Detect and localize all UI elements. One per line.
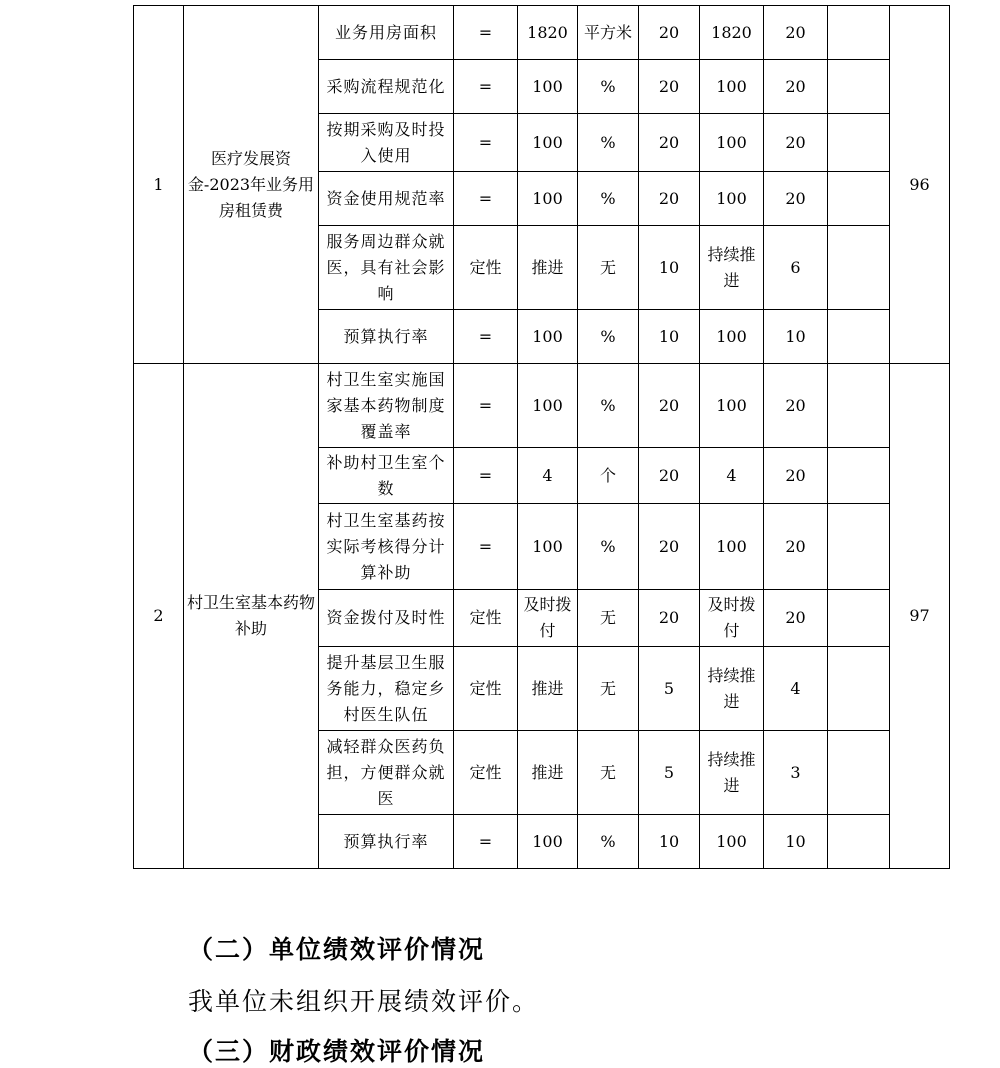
points-cell: 20 bbox=[764, 172, 828, 226]
points-cell: 20 bbox=[764, 60, 828, 114]
target-cell: 100 bbox=[518, 310, 578, 364]
table-row bbox=[134, 6, 950, 60]
weight-cell: 5 bbox=[639, 731, 700, 815]
project-number-cell: 2 bbox=[134, 364, 184, 869]
indicator-cell: 预算执行率 bbox=[319, 310, 454, 364]
actual-cell: 100 bbox=[700, 114, 764, 172]
symbol-cell: 定性 bbox=[454, 226, 518, 310]
actual-cell: 1820 bbox=[700, 6, 764, 60]
unit-cell: 无 bbox=[578, 731, 639, 815]
target-cell: 100 bbox=[518, 60, 578, 114]
unit-cell: % bbox=[578, 60, 639, 114]
weight-cell: 20 bbox=[639, 364, 700, 448]
weight-cell: 5 bbox=[639, 647, 700, 731]
table-body bbox=[134, 6, 950, 869]
points-cell: 6 bbox=[764, 226, 828, 310]
note-cell bbox=[828, 364, 890, 448]
actual-cell: 100 bbox=[700, 310, 764, 364]
actual-cell: 持续推进 bbox=[700, 647, 764, 731]
target-cell: 及时拨付 bbox=[518, 590, 578, 647]
section-text-unit-evaluation: 我单位未组织开展绩效评价。 bbox=[188, 987, 540, 1016]
weight-cell: 10 bbox=[639, 310, 700, 364]
actual-cell: 100 bbox=[700, 60, 764, 114]
indicator-cell: 补助村卫生室个数 bbox=[319, 448, 454, 504]
note-cell bbox=[828, 6, 890, 60]
actual-cell: 100 bbox=[700, 504, 764, 590]
note-cell bbox=[828, 731, 890, 815]
points-cell: 20 bbox=[764, 6, 828, 60]
target-cell: 100 bbox=[518, 364, 578, 448]
symbol-cell: = bbox=[454, 60, 518, 114]
note-cell bbox=[828, 226, 890, 310]
actual-cell: 持续推进 bbox=[700, 226, 764, 310]
performance-table bbox=[133, 5, 950, 869]
indicator-cell: 资金拨付及时性 bbox=[319, 590, 454, 647]
weight-cell: 20 bbox=[639, 172, 700, 226]
unit-cell: 无 bbox=[578, 647, 639, 731]
note-cell bbox=[828, 504, 890, 590]
points-cell: 20 bbox=[764, 504, 828, 590]
target-cell: 100 bbox=[518, 815, 578, 869]
symbol-cell: = bbox=[454, 6, 518, 60]
symbol-cell: = bbox=[454, 172, 518, 226]
note-cell bbox=[828, 114, 890, 172]
points-cell: 3 bbox=[764, 731, 828, 815]
target-cell: 100 bbox=[518, 172, 578, 226]
symbol-cell: 定性 bbox=[454, 590, 518, 647]
target-cell: 1820 bbox=[518, 6, 578, 60]
target-cell: 100 bbox=[518, 504, 578, 590]
weight-cell: 20 bbox=[639, 114, 700, 172]
indicator-cell: 资金使用规范率 bbox=[319, 172, 454, 226]
note-cell bbox=[828, 172, 890, 226]
weight-cell: 20 bbox=[639, 6, 700, 60]
indicator-cell: 按期采购及时投入使用 bbox=[319, 114, 454, 172]
points-cell: 20 bbox=[764, 114, 828, 172]
points-cell: 10 bbox=[764, 310, 828, 364]
symbol-cell: = bbox=[454, 114, 518, 172]
project-name-cell: 医疗发展资金-2023年业务用房租赁费 bbox=[184, 6, 319, 364]
symbol-cell: = bbox=[454, 364, 518, 448]
indicator-cell: 预算执行率 bbox=[319, 815, 454, 869]
weight-cell: 10 bbox=[639, 815, 700, 869]
symbol-cell: = bbox=[454, 504, 518, 590]
note-cell bbox=[828, 647, 890, 731]
project-name-cell: 村卫生室基本药物补助 bbox=[184, 364, 319, 869]
weight-cell: 20 bbox=[639, 590, 700, 647]
unit-cell: 无 bbox=[578, 590, 639, 647]
symbol-cell: 定性 bbox=[454, 647, 518, 731]
actual-cell: 持续推进 bbox=[700, 731, 764, 815]
section-heading-unit-evaluation: （二）单位绩效评价情况 bbox=[188, 935, 486, 964]
indicator-cell: 村卫生室基药按实际考核得分计算补助 bbox=[319, 504, 454, 590]
indicator-cell: 采购流程规范化 bbox=[319, 60, 454, 114]
table-row bbox=[134, 364, 950, 448]
indicator-cell: 村卫生室实施国家基本药物制度覆盖率 bbox=[319, 364, 454, 448]
weight-cell: 20 bbox=[639, 60, 700, 114]
note-cell bbox=[828, 448, 890, 504]
note-cell bbox=[828, 60, 890, 114]
weight-cell: 20 bbox=[639, 504, 700, 590]
indicator-cell: 业务用房面积 bbox=[319, 6, 454, 60]
weight-cell: 10 bbox=[639, 226, 700, 310]
points-cell: 10 bbox=[764, 815, 828, 869]
indicator-cell: 服务周边群众就医，具有社会影响 bbox=[319, 226, 454, 310]
points-cell: 20 bbox=[764, 364, 828, 448]
project-score-cell: 97 bbox=[890, 364, 950, 869]
symbol-cell: = bbox=[454, 448, 518, 504]
indicator-cell: 减轻群众医药负担，方便群众就医 bbox=[319, 731, 454, 815]
target-cell: 100 bbox=[518, 114, 578, 172]
note-cell bbox=[828, 590, 890, 647]
points-cell: 4 bbox=[764, 647, 828, 731]
unit-cell: 无 bbox=[578, 226, 639, 310]
unit-cell: % bbox=[578, 504, 639, 590]
symbol-cell: = bbox=[454, 310, 518, 364]
project-number-cell: 1 bbox=[134, 6, 184, 364]
unit-cell: 平方米 bbox=[578, 6, 639, 60]
target-cell: 4 bbox=[518, 448, 578, 504]
actual-cell: 100 bbox=[700, 815, 764, 869]
target-cell: 推进 bbox=[518, 226, 578, 310]
unit-cell: % bbox=[578, 310, 639, 364]
target-cell: 推进 bbox=[518, 647, 578, 731]
actual-cell: 100 bbox=[700, 364, 764, 448]
note-cell bbox=[828, 310, 890, 364]
project-score-cell: 96 bbox=[890, 6, 950, 364]
actual-cell: 4 bbox=[700, 448, 764, 504]
indicator-cell: 提升基层卫生服务能力，稳定乡村医生队伍 bbox=[319, 647, 454, 731]
unit-cell: % bbox=[578, 364, 639, 448]
section-heading-finance-evaluation: （三）财政绩效评价情况 bbox=[188, 1037, 486, 1066]
target-cell: 推进 bbox=[518, 731, 578, 815]
points-cell: 20 bbox=[764, 590, 828, 647]
unit-cell: % bbox=[578, 114, 639, 172]
points-cell: 20 bbox=[764, 448, 828, 504]
unit-cell: % bbox=[578, 172, 639, 226]
note-cell bbox=[828, 815, 890, 869]
actual-cell: 及时拨付 bbox=[700, 590, 764, 647]
unit-cell: 个 bbox=[578, 448, 639, 504]
weight-cell: 20 bbox=[639, 448, 700, 504]
unit-cell: % bbox=[578, 815, 639, 869]
symbol-cell: = bbox=[454, 815, 518, 869]
symbol-cell: 定性 bbox=[454, 731, 518, 815]
actual-cell: 100 bbox=[700, 172, 764, 226]
